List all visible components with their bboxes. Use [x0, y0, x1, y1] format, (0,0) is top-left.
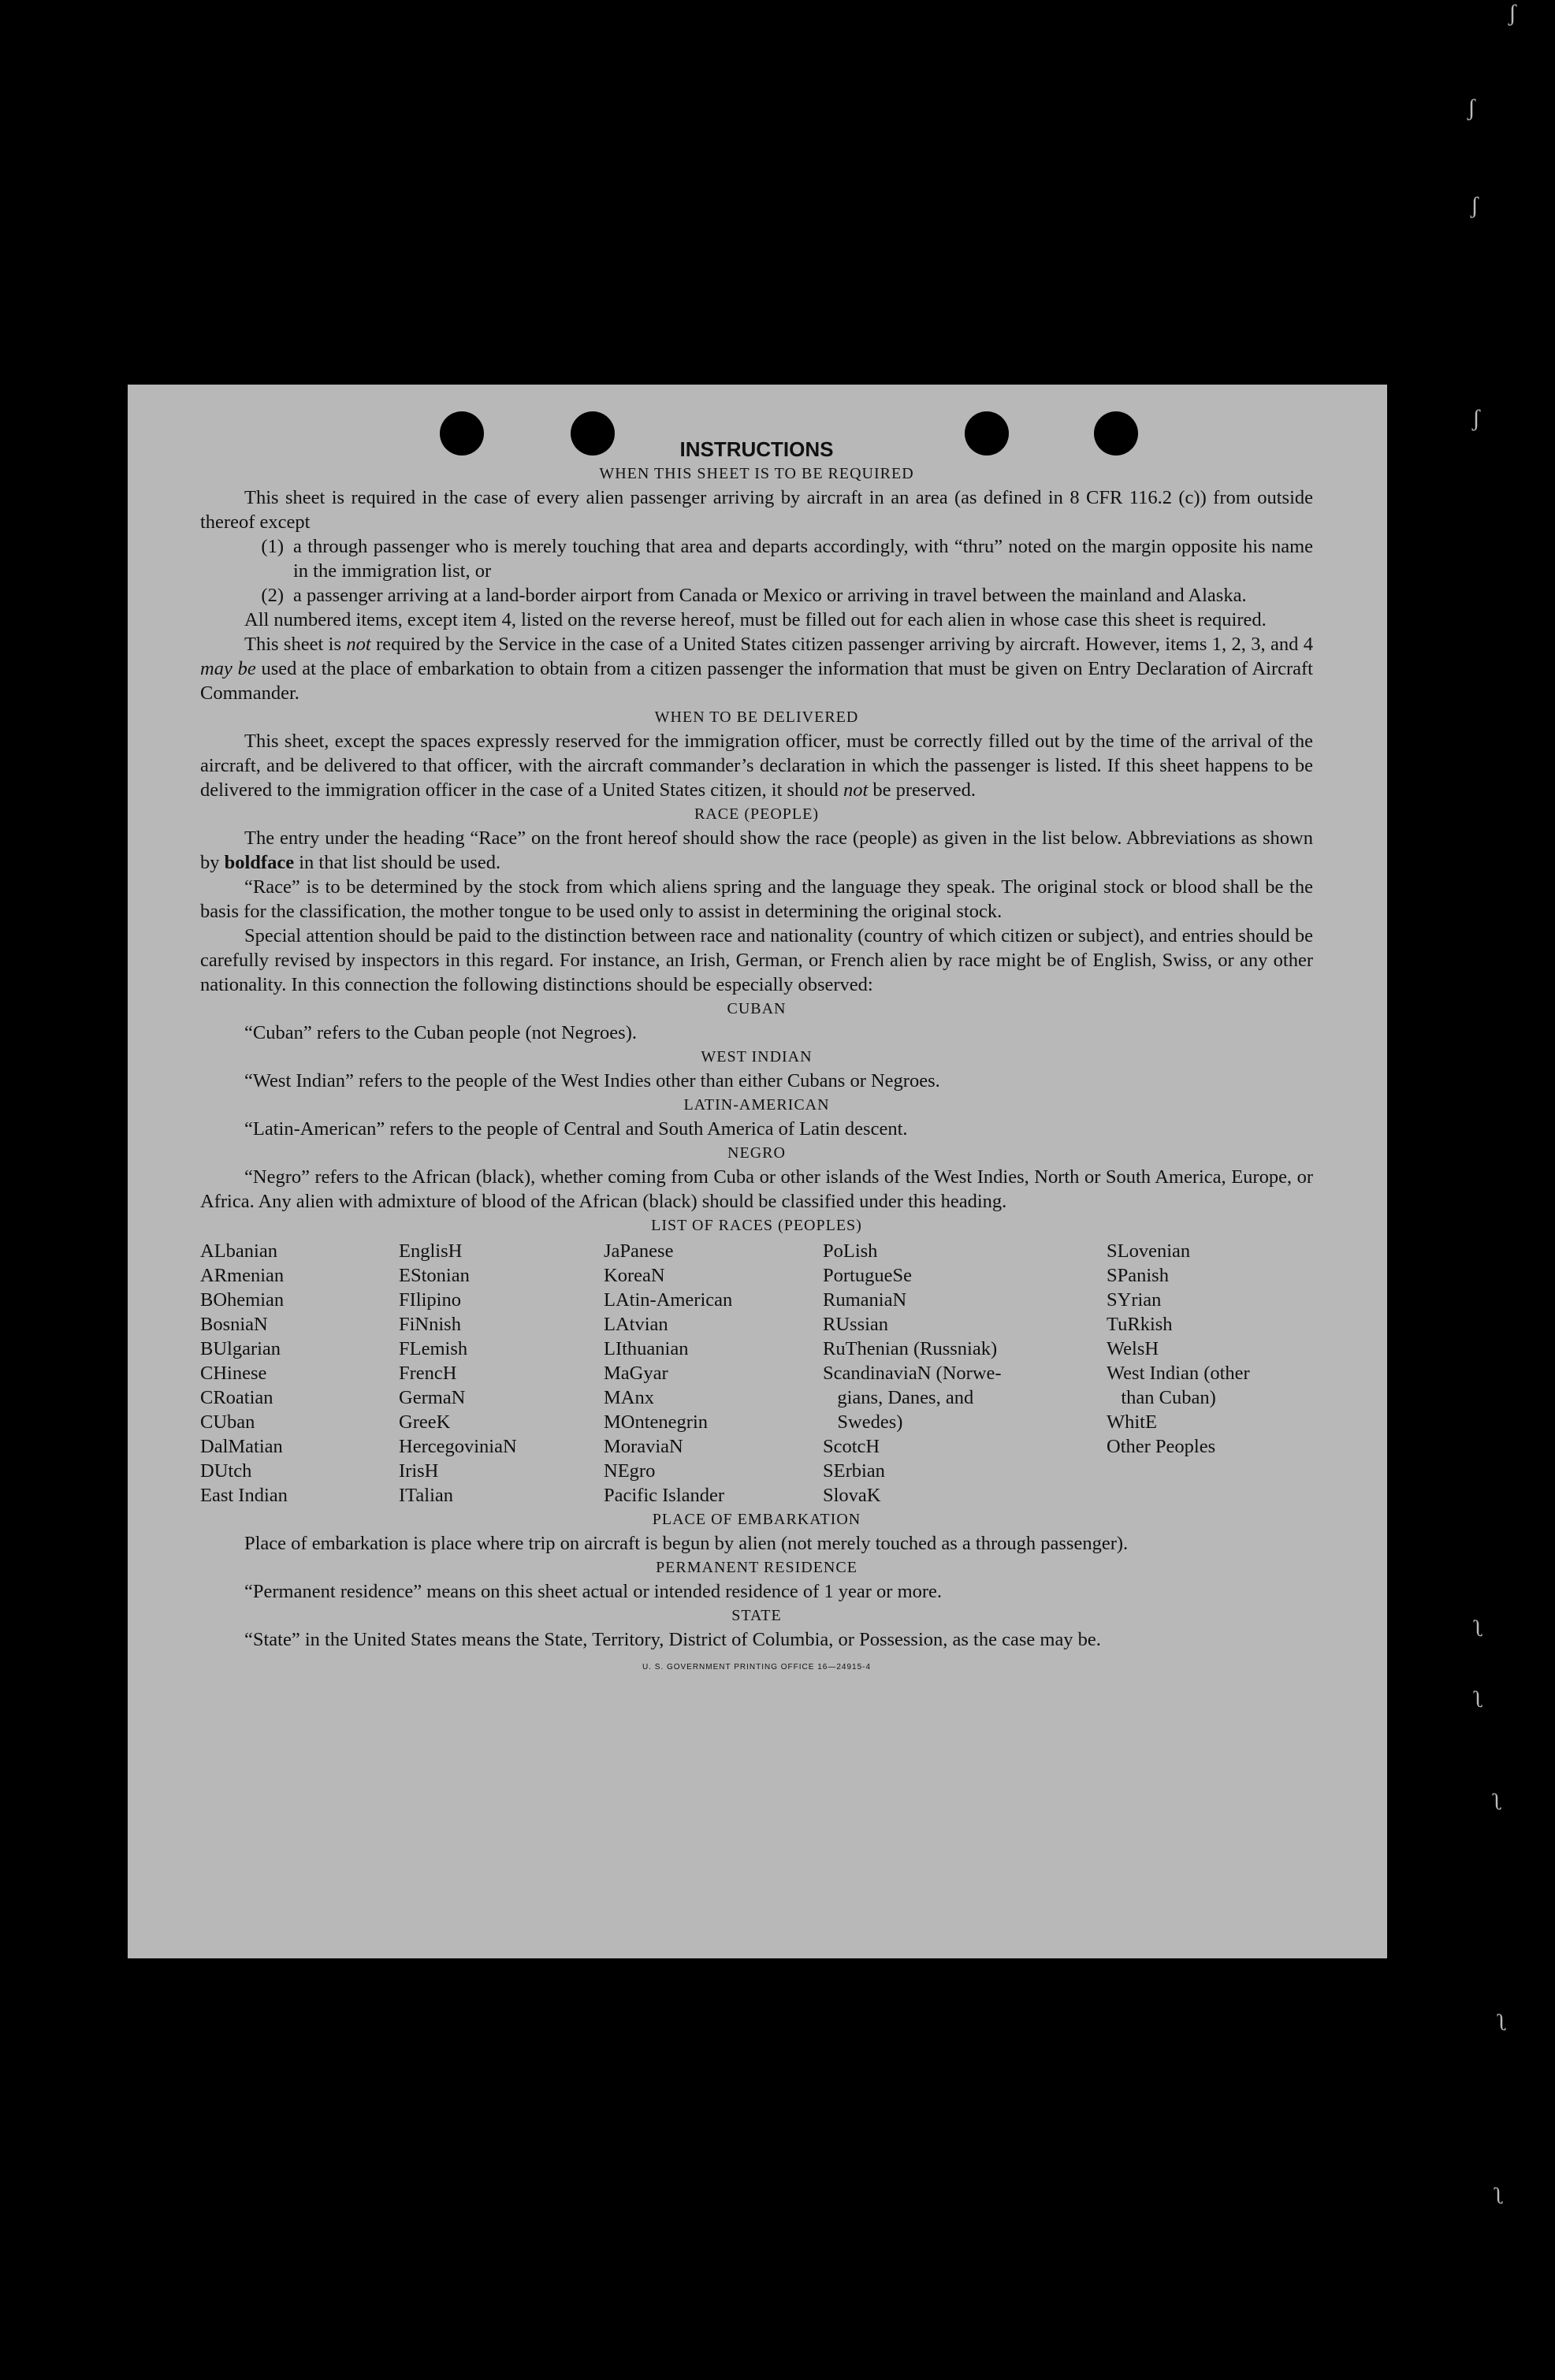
document-page — [128, 385, 1387, 1958]
race-entry: LIthuanian — [604, 1338, 689, 1359]
paragraph: “Negro” refers to the African (black), whether coming from Cuba or other islands of the West Indies, North or South America, Europe, or Africa. Any alien with admixture of blood of the African (black) should be classified under this heading. — [200, 1166, 1313, 1212]
race-entry: GreeK — [399, 1411, 451, 1433]
race-entry: PortugueSe — [823, 1265, 912, 1286]
text-run: in that list should be used. — [294, 852, 501, 873]
races-column — [200, 1239, 399, 1508]
italic-text: not — [843, 779, 869, 801]
race-entry: BUlgarian — [200, 1338, 281, 1359]
film-edge-mark: ʅ — [1494, 2183, 1505, 2209]
paragraph: “Race” is to be determined by the stock from which aliens spring and the language they speak. The original stock or blood shall be the basis for the classification, the mother tongue to be used only to assist in determining the original stock. — [200, 876, 1313, 922]
race-entry: JaPanese — [604, 1240, 674, 1262]
race-entry: FIlipino — [399, 1289, 461, 1311]
page-title: INSTRUCTIONS — [679, 437, 834, 461]
item-text: a through passenger who is merely touching that area and departs accordingly, with “thru” noted on the margin opposite his name in the immigration list, or — [293, 536, 1313, 582]
section-heading: CUBAN — [727, 1000, 787, 1017]
paragraph: “West Indian” refers to the people of the West Indies other than either Cubans or Negroes. — [244, 1070, 940, 1091]
film-edge-mark: ʅ — [1474, 1686, 1485, 1712]
paragraph — [200, 632, 1313, 705]
race-entry: SlovaK — [823, 1485, 881, 1506]
race-entry: ALbanian — [200, 1240, 277, 1262]
race-entry: ScandinaviaN (Norwe- — [823, 1363, 1002, 1384]
italic-text: not — [346, 634, 371, 655]
race-entry: East Indian — [200, 1485, 288, 1506]
race-entry: MaGyar — [604, 1363, 668, 1384]
section-heading: RACE (PEOPLE) — [694, 805, 819, 823]
race-entry: TuRkish — [1107, 1314, 1173, 1335]
race-entry: SLovenian — [1107, 1240, 1191, 1262]
race-entry: WhitE — [1107, 1411, 1157, 1433]
section-heading: STATE — [731, 1607, 782, 1624]
race-entry: RuThenian (Russniak) — [823, 1338, 998, 1359]
races-column — [823, 1239, 1107, 1508]
races-column — [1107, 1239, 1313, 1508]
section-heading: LIST OF RACES (PEOPLES) — [651, 1217, 862, 1234]
race-entry: SErbian — [823, 1460, 885, 1482]
race-entry: PoLish — [823, 1240, 878, 1262]
section-heading: PERMANENT RESIDENCE — [656, 1559, 857, 1576]
race-entry: FLemish — [399, 1338, 468, 1359]
list-item — [200, 534, 1313, 583]
race-entry: WelsH — [1107, 1338, 1159, 1359]
race-entry: ARmenian — [200, 1265, 285, 1286]
section-heading: WEST INDIAN — [701, 1048, 813, 1065]
paragraph: Place of embarkation is place where trip on aircraft is begun by alien (not merely touched as a through passenger). — [244, 1533, 1129, 1554]
race-entry: MoraviaN — [604, 1436, 683, 1457]
paragraph: “Latin-American” refers to the people of Central and South America of Latin descent. — [244, 1118, 908, 1140]
race-entry: EnglisH — [399, 1240, 463, 1262]
race-entry: ITalian — [399, 1485, 454, 1506]
races-list — [200, 1239, 1313, 1508]
item-number: (2) — [261, 585, 284, 606]
section-heading: WHEN THIS SHEET IS TO BE REQUIRED — [599, 465, 914, 482]
paragraph — [200, 729, 1313, 802]
race-entry: FiNnish — [399, 1314, 461, 1335]
film-edge-mark: ʃ — [1472, 405, 1480, 431]
race-entry: SPanish — [1107, 1265, 1169, 1286]
race-entry: DalMatian — [200, 1436, 283, 1457]
race-entry: gians, Danes, and — [823, 1387, 974, 1408]
text-run: required by the Service in the case of a United States citizen passenger arriving by aircraft. However, items 1, 2, 3, and 4 — [370, 634, 1314, 655]
paragraph: “State” in the United States means the State, Territory, District of Columbia, or Possession, as the case may be. — [244, 1629, 1101, 1650]
race-entry: GermaN — [399, 1387, 466, 1408]
race-entry: CHinese — [200, 1363, 267, 1384]
text-run: The entry under the heading “Race” on the front hereof should show the race (people) as given in the list below. Abbreviations as shown by — [200, 827, 1313, 873]
race-entry: BOhemian — [200, 1289, 285, 1311]
race-entry: MOntenegrin — [604, 1411, 708, 1433]
film-edge-mark: ʃ — [1508, 0, 1516, 26]
film-edge-mark: ʅ — [1497, 2010, 1508, 2036]
race-entry: HercegoviniaN — [399, 1436, 517, 1457]
race-entry: FrencH — [399, 1363, 457, 1384]
race-entry: BosniaN — [200, 1314, 268, 1335]
paragraph: All numbered items, except item 4, listed on the reverse hereof, must be filled out for each alien in whose case this sheet is required. — [244, 609, 1267, 630]
paragraph: Special attention should be paid to the distinction between race and nationality (country of which citizen or subject), and entries should be carefully revised by inspectors in this regard. For instance, an Irish, German, or French alien by race might be of English, Swiss, or any other nationality. In this connection the following distinctions should be especially observed: — [200, 925, 1313, 995]
text-run: used at the place of embarkation to obtain from a citizen passenger the information that must be given on Entry Declaration of Aircraft Commander. — [200, 658, 1313, 704]
film-edge-mark: ʅ — [1474, 1616, 1485, 1642]
film-edge-mark: ʅ — [1493, 1789, 1504, 1815]
film-edge-mark: ʃ — [1471, 192, 1479, 218]
race-entry: LAtin-American — [604, 1289, 733, 1311]
item-text: a passenger arriving at a land-border airport from Canada or Mexico or arriving in travel between the mainland and Alaska. — [293, 585, 1247, 606]
paragraph — [200, 826, 1313, 875]
race-entry: LAtvian — [604, 1314, 668, 1335]
section-heading: NEGRO — [727, 1144, 786, 1162]
race-entry: Swedes) — [823, 1411, 903, 1433]
race-entry: Pacific Islander — [604, 1485, 725, 1506]
section-heading: LATIN-AMERICAN — [683, 1096, 830, 1114]
race-entry: CUban — [200, 1411, 255, 1433]
race-entry: Other Peoples — [1107, 1436, 1216, 1457]
races-column — [399, 1239, 604, 1508]
race-entry: DUtch — [200, 1460, 252, 1482]
race-entry: RUssian — [823, 1314, 889, 1335]
item-number: (1) — [261, 536, 284, 557]
text-run: This sheet is — [244, 634, 347, 655]
race-entry: KoreaN — [604, 1265, 665, 1286]
race-entry: SYrian — [1107, 1289, 1162, 1311]
bold-text: boldface — [224, 852, 295, 873]
paragraph: This sheet is required in the case of every alien passenger arriving by aircraft in an area (as defined in 8 CFR 116.2 (c)) from outside thereof except — [200, 487, 1313, 533]
race-entry: RumaniaN — [823, 1289, 907, 1311]
race-entry: MAnx — [604, 1387, 654, 1408]
race-entry: CRoatian — [200, 1387, 273, 1408]
list-item — [200, 583, 1313, 608]
race-entry: EStonian — [399, 1265, 470, 1286]
paragraph: “Cuban” refers to the Cuban people (not Negroes). — [244, 1022, 637, 1043]
race-entry: IrisH — [399, 1460, 439, 1482]
text-run: This sheet, except the spaces expressly reserved for the immigration officer, must be correctly filled out by the time of the arrival of the aircraft, and be delivered to that officer, with the aircraft commander’s declaration in which the passenger is listed. If this sheet happens to be delivered to the immigration officer in the case of a United States citizen, it should — [200, 731, 1313, 801]
race-entry: than Cuban) — [1107, 1387, 1216, 1408]
printer-imprint: U. S. GOVERNMENT PRINTING OFFICE 16—24915-4 — [642, 1663, 872, 1672]
paragraph: “Permanent residence” means on this sheet actual or intended residence of 1 year or more. — [244, 1581, 943, 1602]
race-entry: ScotcH — [823, 1436, 880, 1457]
race-entry: West Indian (other — [1107, 1363, 1250, 1384]
instructions-body — [200, 437, 1313, 1679]
section-heading: WHEN TO BE DELIVERED — [654, 708, 859, 726]
film-edge-mark: ʃ — [1468, 95, 1475, 121]
race-entry: NEgro — [604, 1460, 656, 1482]
text-run: be preserved. — [868, 779, 977, 801]
italic-text: may be — [200, 658, 256, 679]
section-heading: PLACE OF EMBARKATION — [652, 1511, 861, 1528]
races-column — [604, 1239, 823, 1508]
